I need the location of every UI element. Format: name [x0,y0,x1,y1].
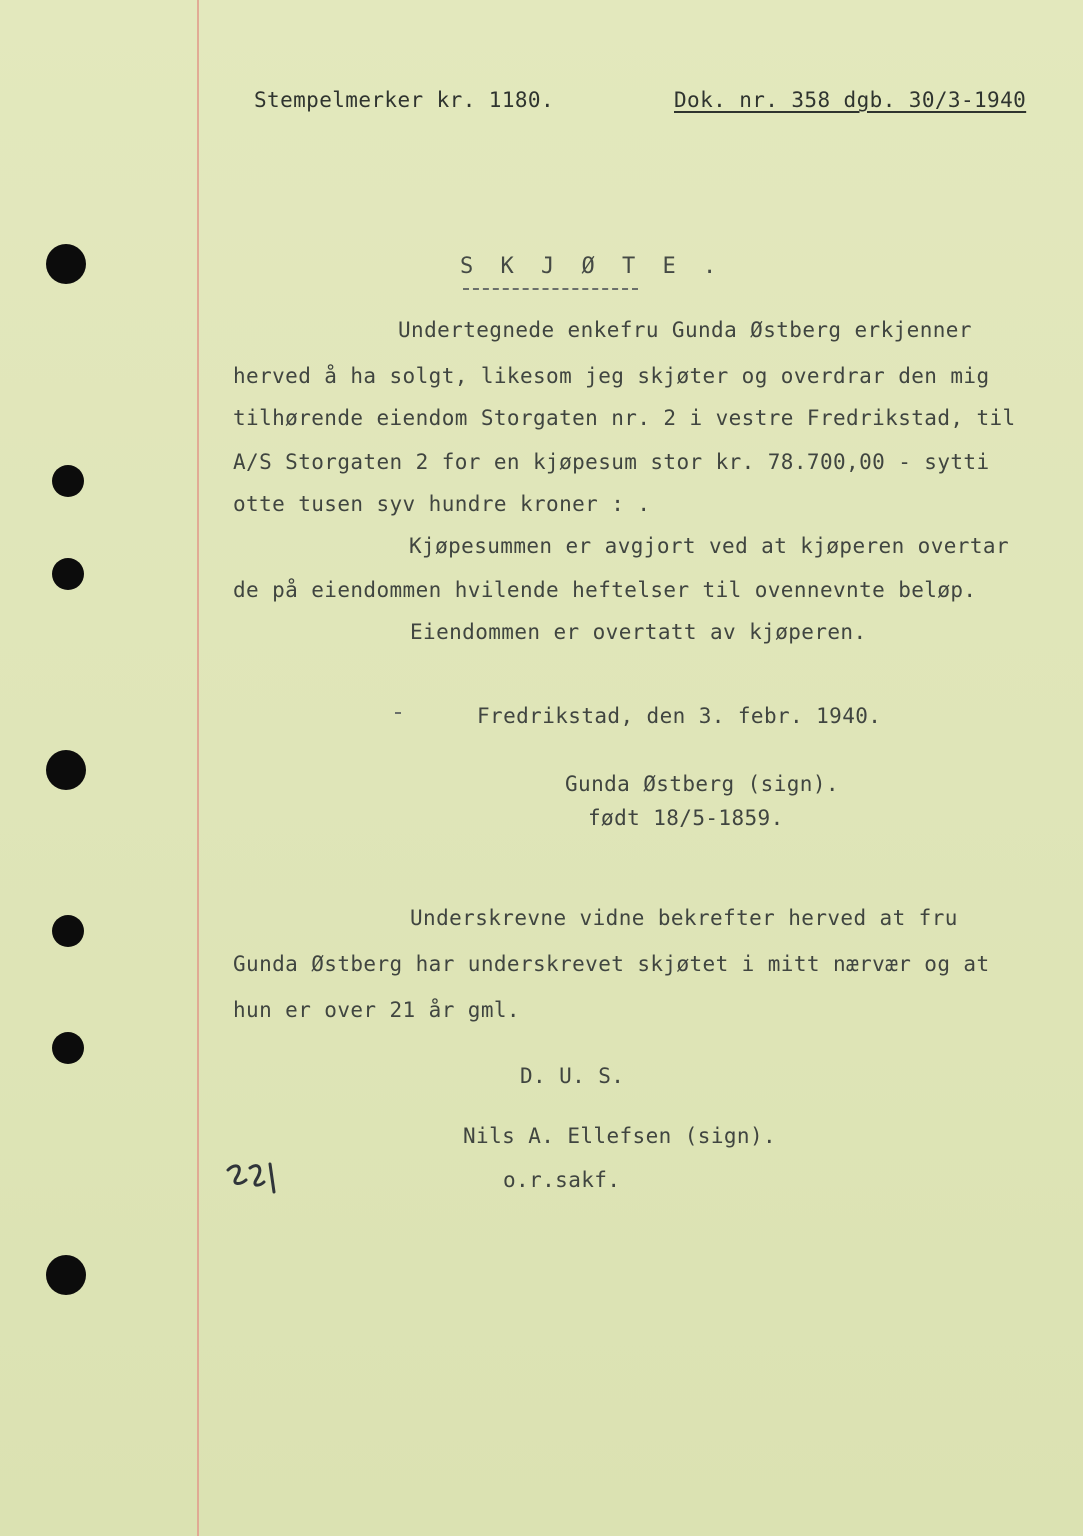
witness-signature: Nils A. Ellefsen (sign). [463,1124,777,1148]
text-line: Kjøpesummen er avgjort ved at kjøperen overtar [409,534,1009,558]
punch-hole [52,1032,84,1064]
title-underline [463,288,638,290]
text-line: herved å ha solgt, likesom jeg skjøter og overdrar den mig [233,364,990,388]
text-line: de på eiendommen hvilende heftelser til ovennevnte beløp. [233,578,977,602]
text-line: hun er over 21 år gml. [233,998,520,1022]
punch-hole [52,465,84,497]
witness-title: o.r.sakf. [503,1168,621,1192]
document-reference: Dok. nr. 358 dgb. 30/3-1940 [674,88,1027,112]
text-line: Gunda Østberg har underskrevet skjøtet i mitt nærvær og at [233,952,990,976]
text-line: Underskrevne vidne bekrefter herved at fru [410,906,958,930]
handwritten-mark [222,1158,284,1196]
punch-hole [46,750,86,790]
dus-abbreviation: D. U. S. [520,1064,625,1088]
text-line: tilhørende eiendom Storgaten nr. 2 i vestre Fredrikstad, til [233,406,1016,430]
place-and-date: Fredrikstad, den 3. febr. 1940. [477,704,882,728]
text-line: otte tusen syv hundre kroner : . [233,492,651,516]
punch-hole [52,915,84,947]
text-line: A/S Storgaten 2 for en kjøpesum stor kr. 78.700,00 - sytti [233,450,990,474]
punch-hole [46,1255,86,1295]
seller-birth-date: født 18/5-1859. [588,806,784,830]
margin-line [197,0,199,1536]
stamp-duty-header: Stempelmerker kr. 1180. [254,88,554,112]
punch-hole [46,244,86,284]
seller-signature: Gunda Østberg (sign). [565,772,839,796]
text-line: Undertegnede enkefru Gunda Østberg erkjenner [398,318,972,342]
document-title: S K J Ø T E . [460,254,724,279]
stray-mark [395,712,401,714]
text-line: Eiendommen er overtatt av kjøperen. [410,620,867,644]
punch-hole [52,558,84,590]
